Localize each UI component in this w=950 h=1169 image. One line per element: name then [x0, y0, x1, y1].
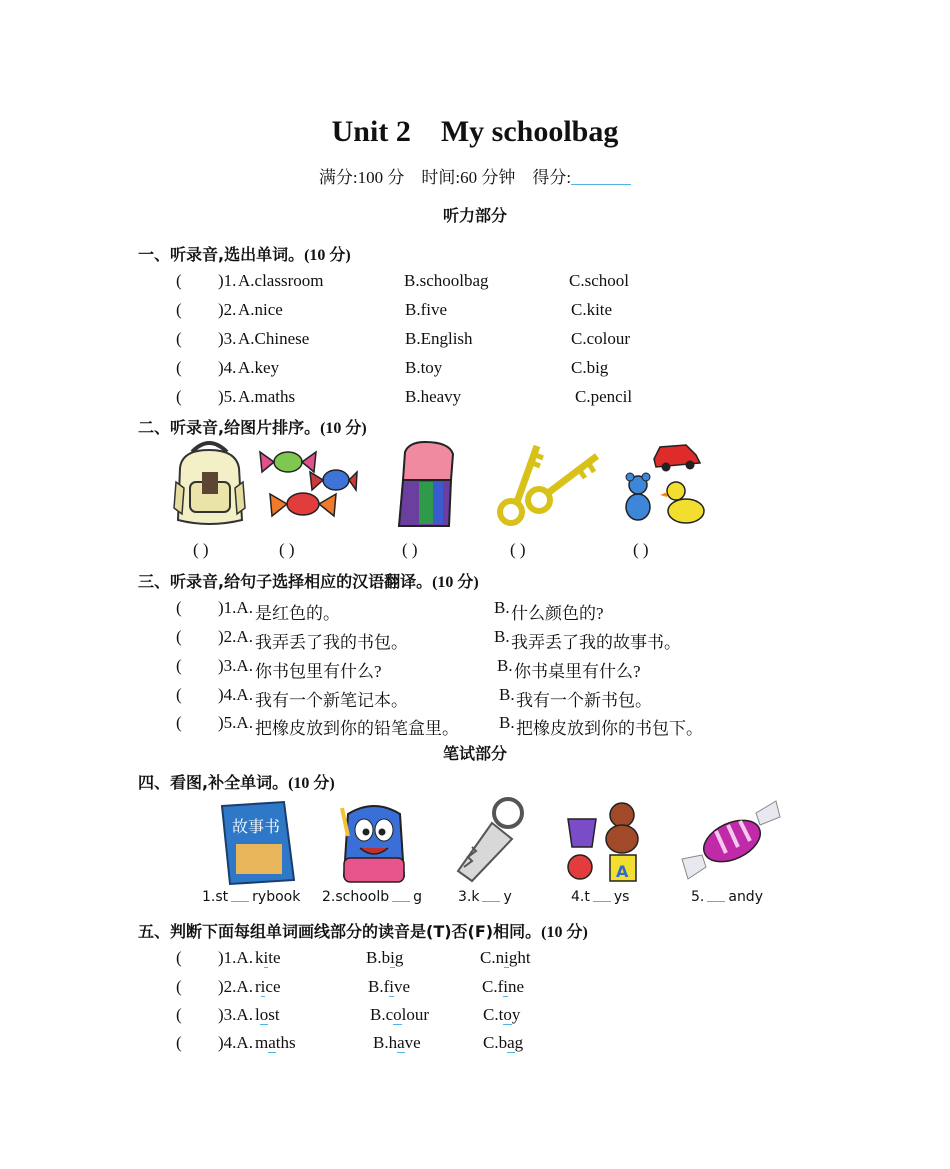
- answer-paren[interactable]: (: [176, 271, 182, 290]
- option-c-part: ne: [507, 977, 525, 996]
- option-b-prefix: B.: [497, 656, 513, 675]
- option-b[interactable]: B.five: [405, 300, 448, 319]
- option-c[interactable]: C.colour: [571, 329, 631, 348]
- option-b[interactable]: 什么颜色的?: [511, 604, 604, 623]
- caption-number: 3.: [458, 889, 472, 905]
- word-option-c[interactable]: [483, 1005, 520, 1025]
- option-b[interactable]: B.toy: [405, 358, 443, 377]
- answer-paren[interactable]: (: [176, 598, 182, 617]
- caption-prefix: t: [584, 889, 590, 905]
- question-number: )1.A.: [218, 948, 253, 967]
- answer-paren[interactable]: (: [176, 329, 182, 348]
- answer-paren[interactable]: (: [176, 656, 182, 675]
- option-b[interactable]: B.English: [405, 329, 473, 348]
- option-a-part: k: [255, 948, 264, 967]
- question-number: )4.A.: [218, 685, 253, 704]
- section-2-title: 二、听录音,给图片排序。(10 分): [138, 418, 367, 437]
- option-a-underlined-letter: i: [260, 977, 266, 996]
- option-b-prefix: B.: [499, 685, 515, 704]
- option-b[interactable]: 我弄丢了我的故事书。: [511, 633, 681, 652]
- option-a[interactable]: 我弄丢了我的书包。: [255, 633, 408, 652]
- toys-pile-icon: [562, 797, 652, 887]
- letter-blank[interactable]: [392, 901, 410, 902]
- svg-text:A: A: [616, 862, 629, 881]
- answer-paren[interactable]: (: [176, 713, 182, 732]
- question-number: )3.A.: [218, 656, 253, 675]
- option-b-part: g: [394, 948, 404, 967]
- question-number: )1.A.: [218, 598, 253, 617]
- score-label: 得分:: [532, 168, 572, 187]
- caption-number: 2.: [322, 889, 336, 905]
- option-a-part: l: [255, 1005, 260, 1024]
- option-a[interactable]: A.Chinese: [238, 329, 310, 348]
- caption-prefix: k: [471, 889, 480, 905]
- caption-suffix: rybook: [252, 889, 301, 905]
- unit-name: My schoolbag: [440, 115, 619, 148]
- option-c-underlined-letter: i: [504, 948, 509, 967]
- option-a-underlined-letter: i: [263, 948, 269, 967]
- full-score: 满分:100 分: [318, 168, 405, 187]
- unit-label: Unit 2: [331, 115, 411, 148]
- answer-paren[interactable]: (: [176, 358, 182, 377]
- candy-wrapped-icon: [680, 797, 784, 887]
- option-a[interactable]: A.maths: [238, 387, 296, 406]
- section-4-title: 四、看图,补全单词。(10 分): [138, 773, 335, 792]
- option-c[interactable]: C.kite: [571, 300, 613, 319]
- order-blank[interactable]: ( ): [510, 540, 526, 559]
- order-blank[interactable]: ( ): [633, 540, 649, 559]
- option-b-underlined-letter: o: [393, 1005, 402, 1024]
- caption-prefix: schoolb: [335, 889, 390, 905]
- score-info: [0, 163, 950, 188]
- order-blank[interactable]: ( ): [402, 540, 418, 559]
- option-a[interactable]: 我有一个新笔记本。: [255, 691, 408, 710]
- writing-part-heading: 笔试部分: [442, 744, 507, 763]
- question-number: )2.A.: [218, 977, 253, 996]
- option-a[interactable]: A.nice: [238, 300, 283, 319]
- answer-paren[interactable]: (: [176, 627, 182, 646]
- option-c-underlined-letter: i: [503, 977, 508, 996]
- pencil-box-icon: [395, 440, 461, 530]
- option-a-part: ce: [265, 977, 281, 996]
- word-option-a[interactable]: [255, 1005, 280, 1025]
- option-b[interactable]: 你书桌里有什么?: [514, 662, 641, 681]
- section-3-title: 三、听录音,给句子选择相应的汉语翻译。(10 分): [138, 572, 479, 591]
- score-blank[interactable]: [571, 184, 631, 185]
- answer-paren[interactable]: (: [176, 977, 182, 996]
- question-number: )2.: [218, 300, 237, 319]
- storybook-cover-text: 故事书: [232, 817, 281, 836]
- answer-paren[interactable]: (: [176, 300, 182, 319]
- option-a-part: te: [268, 948, 281, 967]
- toys-icon: [616, 437, 708, 529]
- option-b-prefix: B.: [494, 598, 510, 617]
- schoolbag-icon: [172, 438, 247, 526]
- option-a[interactable]: A.key: [238, 358, 280, 377]
- option-a-part: ths: [275, 1033, 296, 1052]
- option-b-underlined-letter: a: [397, 1033, 405, 1052]
- candy-icon: [258, 440, 358, 528]
- word-caption: [691, 889, 763, 905]
- key-icon: [452, 795, 532, 887]
- time-limit: 时间:60 分钟: [421, 168, 516, 187]
- option-c-part: C.f: [482, 977, 504, 996]
- option-a-underlined-letter: a: [268, 1033, 276, 1052]
- question-number: )5.A.: [218, 713, 253, 732]
- option-c-part: C.t: [483, 1005, 504, 1024]
- question-number: )3.: [218, 329, 237, 348]
- caption-number: 5.: [691, 889, 705, 905]
- option-b-part: lour: [401, 1005, 430, 1024]
- word-option-c[interactable]: [482, 977, 524, 997]
- option-b[interactable]: 把橡皮放到你的书包下。: [516, 719, 703, 738]
- option-c-part: C.b: [483, 1033, 508, 1052]
- option-c-part: ght: [508, 948, 531, 967]
- caption-suffix: ys: [613, 889, 630, 905]
- word-option-b[interactable]: [370, 1005, 429, 1025]
- option-a-part: r: [255, 977, 261, 996]
- caption-number: 4.: [571, 889, 585, 905]
- schoolbag-character-icon: [336, 796, 412, 886]
- answer-paren[interactable]: (: [176, 685, 182, 704]
- word-option-b[interactable]: [373, 1033, 421, 1053]
- option-c-underlined-letter: o: [503, 1005, 512, 1024]
- option-c[interactable]: C.big: [571, 358, 609, 377]
- caption-suffix: g: [413, 889, 423, 905]
- option-a[interactable]: 是红色的。: [255, 604, 340, 623]
- caption-suffix: y: [503, 889, 512, 905]
- letter-blank[interactable]: [707, 901, 725, 902]
- option-a[interactable]: 把橡皮放到你的铅笔盒里。: [255, 719, 459, 738]
- word-option-c[interactable]: [480, 948, 531, 968]
- answer-paren[interactable]: (: [176, 387, 182, 406]
- option-b-underlined-letter: i: [389, 977, 394, 996]
- section-5-title: 五、判断下面每组单词画线部分的读音是(T)否(F)相同。(10 分): [138, 922, 588, 941]
- word-caption: [322, 889, 422, 905]
- question-number: )1.: [218, 271, 237, 290]
- letter-blank[interactable]: [482, 901, 500, 902]
- option-a[interactable]: A.classroom: [238, 271, 324, 290]
- answer-paren[interactable]: (: [176, 1033, 182, 1052]
- option-b-prefix: B.: [499, 713, 515, 732]
- listening-part-heading: 听力部分: [442, 206, 507, 225]
- question-number: )4.A.: [218, 1033, 253, 1052]
- order-blank[interactable]: ( ): [279, 540, 295, 559]
- keys-icon: [493, 440, 605, 526]
- option-b-underlined-letter: i: [390, 948, 395, 967]
- option-b-part: ve: [393, 977, 411, 996]
- option-c[interactable]: C.pencil: [575, 387, 633, 406]
- option-a[interactable]: 你书包里有什么?: [255, 662, 382, 681]
- word-caption: [458, 889, 512, 905]
- option-b-part: B.b: [366, 948, 391, 967]
- option-b-prefix: B.: [494, 627, 510, 646]
- option-b[interactable]: B.schoolbag: [404, 271, 489, 290]
- storybook-icon: [218, 800, 298, 886]
- answer-paren[interactable]: (: [176, 948, 182, 967]
- option-a-underlined-letter: o: [259, 1005, 269, 1024]
- option-a-part: m: [255, 1033, 269, 1052]
- option-c-part: g: [514, 1033, 524, 1052]
- word-option-a[interactable]: [255, 1033, 296, 1053]
- letter-blank[interactable]: [231, 901, 249, 902]
- word-caption: [202, 889, 300, 905]
- page-title: [0, 115, 950, 149]
- caption-suffix: andy: [728, 889, 763, 905]
- word-caption: [571, 889, 629, 905]
- section-1-title: 一、听录音,选出单词。(10 分): [138, 245, 351, 264]
- word-option-a[interactable]: [255, 948, 281, 968]
- word-option-b[interactable]: [366, 948, 403, 968]
- option-c[interactable]: C.school: [569, 271, 629, 290]
- option-b-part: B.c: [370, 1005, 394, 1024]
- caption-prefix: st: [215, 889, 229, 905]
- option-b-part: ve: [404, 1033, 421, 1052]
- option-c-part: C.n: [480, 948, 505, 967]
- option-c-part: y: [511, 1005, 521, 1024]
- option-b[interactable]: B.heavy: [405, 387, 462, 406]
- question-number: )5.: [218, 387, 237, 406]
- option-b[interactable]: 我有一个新书包。: [516, 691, 652, 710]
- order-blank[interactable]: ( ): [193, 540, 209, 559]
- option-c-underlined-letter: a: [507, 1033, 515, 1052]
- word-option-a[interactable]: [255, 977, 281, 997]
- letter-blank[interactable]: [593, 901, 611, 902]
- option-b-part: B.h: [373, 1033, 398, 1052]
- option-b-part: B.f: [368, 977, 390, 996]
- question-number: )2.A.: [218, 627, 253, 646]
- word-option-b[interactable]: [368, 977, 410, 997]
- question-number: )3.A.: [218, 1005, 253, 1024]
- answer-paren[interactable]: (: [176, 1005, 182, 1024]
- caption-number: 1.: [202, 889, 216, 905]
- option-a-part: st: [268, 1005, 280, 1024]
- question-number: )4.: [218, 358, 237, 377]
- word-option-c[interactable]: [483, 1033, 523, 1053]
